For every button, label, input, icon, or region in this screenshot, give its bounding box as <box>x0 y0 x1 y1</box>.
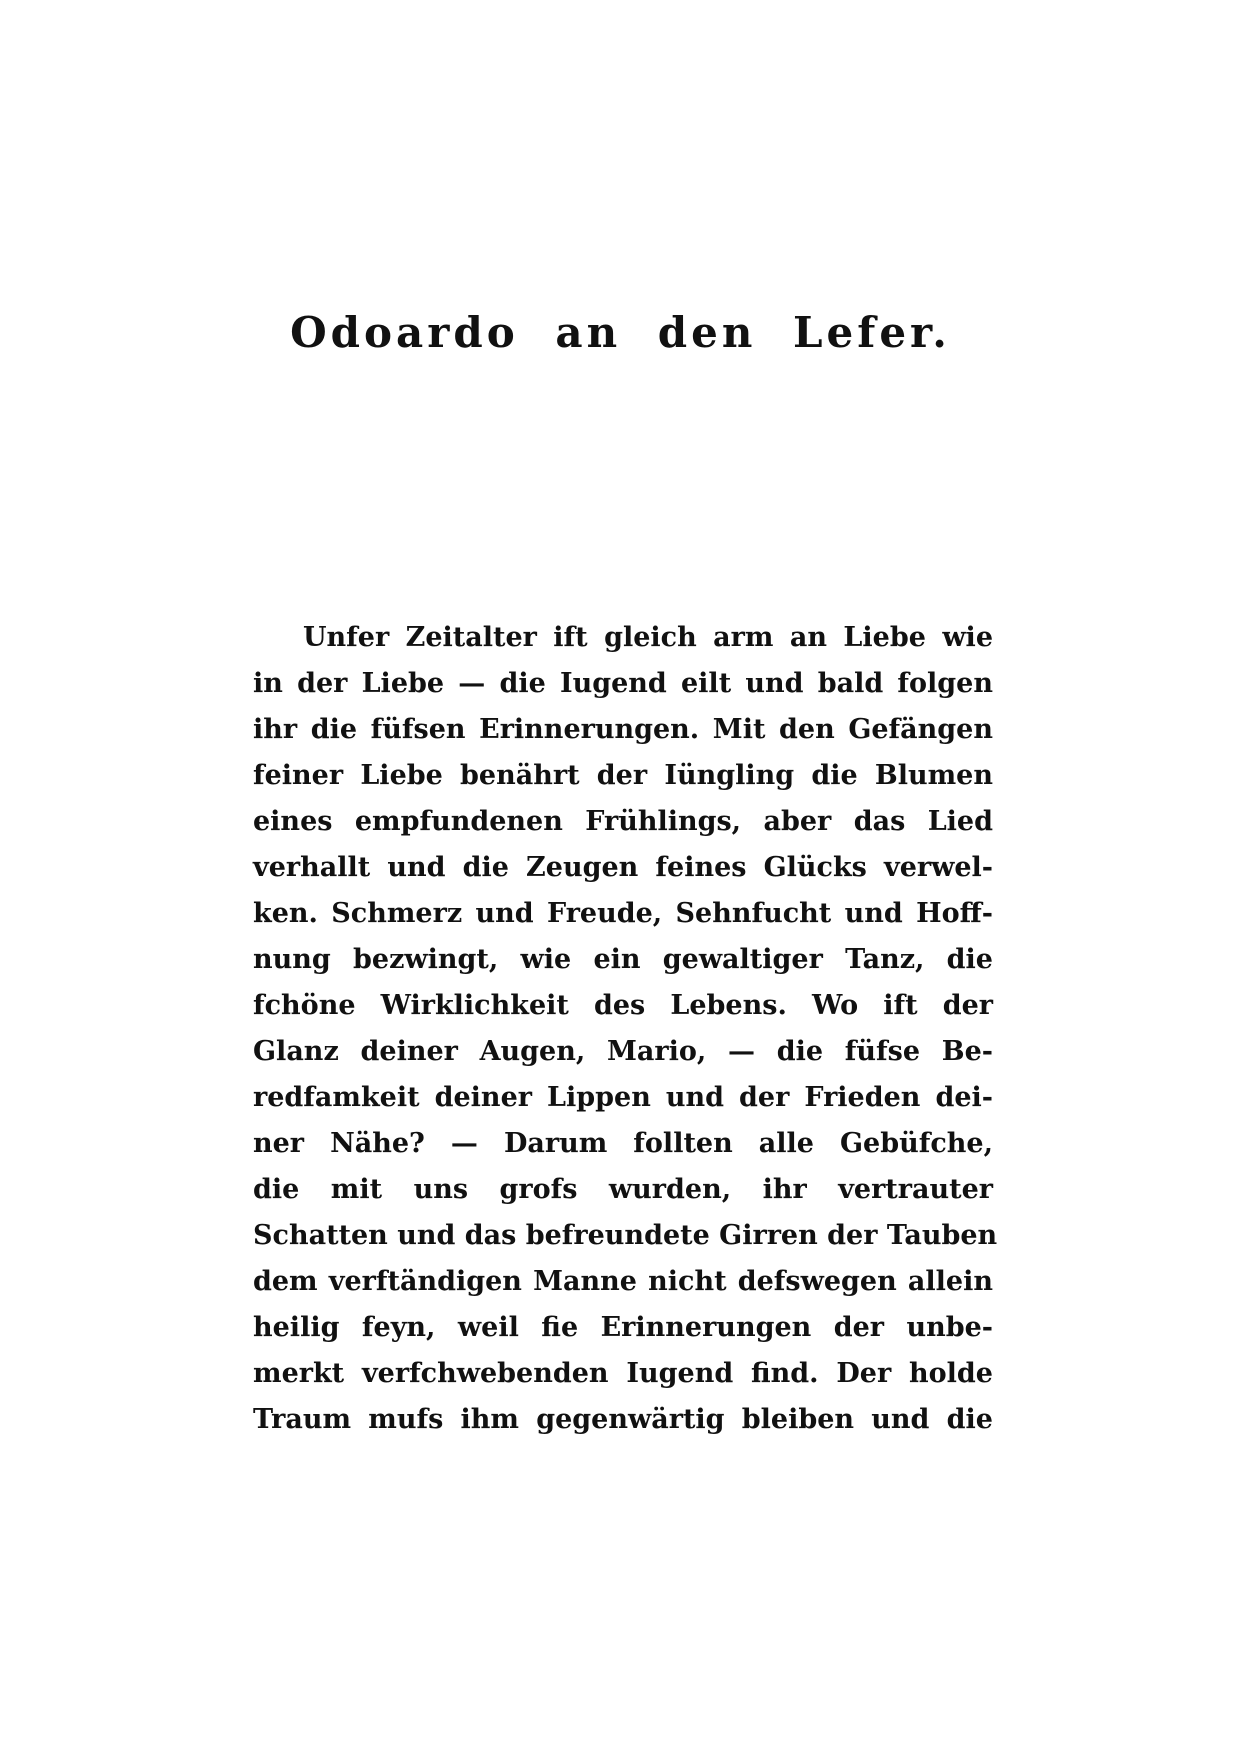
text-line: Traum mufs ihm gegenwärtig bleiben und die <box>253 1404 993 1435</box>
text-line: verhallt und die Zeugen feines Glücks verwel- <box>253 852 993 883</box>
text-line: Unfer Zeitalter ift gleich arm an Liebe wie <box>303 622 993 653</box>
body-paragraph <box>253 615 998 1443</box>
text-line: fchöne Wirklichkeit des Lebens. Wo ift der <box>253 990 993 1021</box>
text-line: die mit uns grofs wurden, ihr vertrauter <box>253 1174 993 1205</box>
text-line: ner Nähe? — Darum follten alle Gebüfche, <box>253 1128 993 1159</box>
text-line: Schatten und das befreundete Girren der Tauben <box>253 1220 998 1251</box>
text-line: feiner Liebe benährt der Iüngling die Blumen <box>253 760 993 791</box>
text-line: in der Liebe — die Iugend eilt und bald folgen <box>253 668 993 699</box>
text-line: ken. Schmerz und Freude, Sehnfucht und Hoff- <box>253 898 993 929</box>
text-line: nung bezwingt, wie ein gewaltiger Tanz, die <box>253 944 993 975</box>
text-line: Glanz deiner Augen, Mario, — die füfse Be- <box>253 1036 993 1067</box>
page-title: Odoardo an den Lefer. <box>290 308 951 357</box>
text-line: heilig feyn, weil fie Erinnerungen der unbe- <box>253 1312 993 1343</box>
text-line: ihr die füfsen Erinnerungen. Mit den Gefängen <box>253 714 993 745</box>
text-line: dem verftändigen Manne nicht defswegen allein <box>253 1266 993 1297</box>
text-line: redfamkeit deiner Lippen und der Frieden dei- <box>253 1082 993 1113</box>
text-line: eines empfundenen Frühlings, aber das Lied <box>253 806 993 837</box>
text-line: merkt verfchwebenden Iugend find. Der holde <box>253 1358 993 1389</box>
